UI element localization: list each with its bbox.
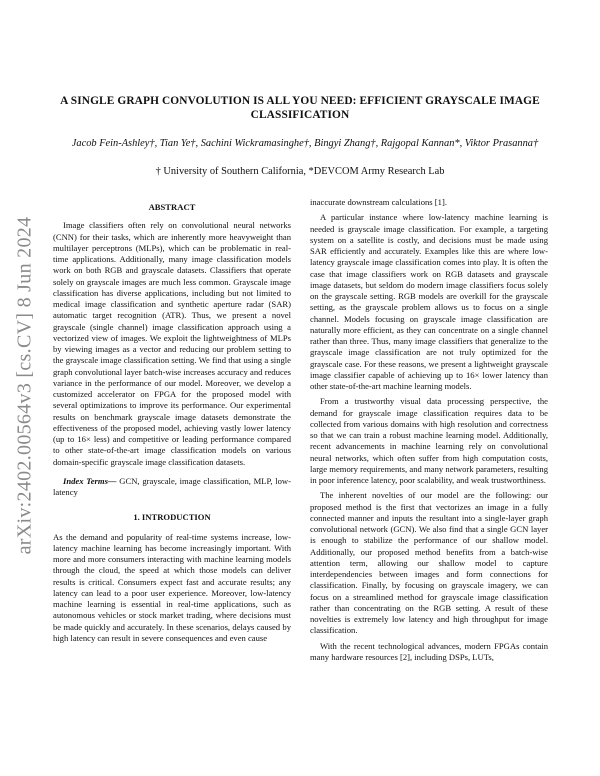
right-paragraph-3: The inherent novelties of our model are the following: our proposed method is the first that vectorizes an image in a fully connected manner and inputs the resultant into a single-layer graph convolutional network (GCN). We also find that a single GCN layer is enough to stabilize the performance of our shallow model. Additionally, our proposed method benefits from a batch-wise attention term, allowing our shallow model to capture interdependencies between images and form connections for classification. Finally, by focusing on grayscale imagery, we can focus on a streamlined method for grayscale image classification rather than concentrating on the RGB setting. A result of these novelties is extremely low latency and high throughput for image classification. [310,490,548,636]
right-paragraph-0: inaccurate downstream calculations [1]. [310,197,447,207]
introduction-heading: 1. INTRODUCTION [133,512,211,523]
right-column [310,197,548,663]
right-paragraph-2: From a trustworthy visual data processing perspective, the demand for grayscale image classification requires data to be collected from various domains with high resolution and correctness so that we can train a robust machine learning model. Additionally, recent advancements in machine learning rely on convolutional neural networks, which often suffer from high computation costs, large memory requirements, and many network parameters, resulting in poor inference latency, poor scalability, and weak trustworthiness. [310,396,548,485]
author-list: Jacob Fein-Ashley†, Tian Ye†, Sachini Wickramasinghe†, Bingyi Zhang†, Rajgopal Kannan*, Viktor Prasanna† [71,138,539,149]
abstract-heading: ABSTRACT [148,202,196,212]
paper-title: A SINGLE GRAPH CONVOLUTION IS ALL YOU NEED: EFFICIENT GRAYSCALE IMAGE CLASSIFICATION [60,95,540,121]
index-terms [53,476,291,499]
left-column [53,202,291,644]
right-paragraph-4: With the recent technological advances, modern FPGAs contain many hardware resources [2], including DSPs, LUTs, [310,640,548,662]
right-paragraph-1: A particular instance where low-latency machine learning is needed is grayscale image classification. For example, a targeting system on a satellite is costly, and decisions must be made using SAR efficiently and accurately. Examples like this are where low-latency grayscale image classification comes into play. It is often the case that image classifiers work on RGB datasets and grayscale image datasets, but seldom do modern image classifiers focus solely on the grayscale setting. RGB models are overkill for the grayscale setting, as the grayscale problem allows us to focus on a single channel. Models focusing on grayscale image classification are naturally more efficient, as they can concentrate on a single channel rather than three. Thus, many image classifiers that generalize to the grayscale image classification are not truly optimized for the grayscale case. For these reasons, we present a lightweight grayscale image classifier capable of achieving up to 16× lower latency than other state-of-the-art machine learning models. [310,212,548,391]
abstract-text: Image classifiers often rely on convolutional neural networks (CNN) for their tasks, which are inherently more heavyweight than multilayer perceptrons (MLPs), which can be problematic in real-time applications. Additionally, many image classification models work on both RGB and grayscale datasets. Classifiers that operate solely on grayscale images are much less common. Grayscale image classification has diverse applications, including but not limited to medical image classification and synthetic aperture radar (SAR) automatic target recognition (ATR). Thus, we present a novel grayscale (single channel) image classification approach using a vectorized view of images. We exploit the lightweightness of MLPs by viewing images as a vector and reducing our problem setting to the grayscale image classification setting. We find that using a single graph convolutional layer batch-wise increases accuracy and reduces variance in the performance of our model. Moreover, we develop a customized accelerator on FPGA for the proposed model with several optimizations to improve its performance. Our experimental results on benchmark grayscale image datasets demonstrate the effectiveness of the proposed model, achieving vastly lower latency (up to 16× less) and competitive or leading performance compared to other state-of-the-art image classification models on various domain-specific grayscale image classification datasets. [53,220,291,467]
index-terms-text: GCN, grayscale, image classification, MLP, low-latency [53,475,292,497]
arxiv-identifier: arXiv:2402.00564v3 [cs.CV] 8 Jun 2024 [13,216,36,554]
arxiv-sidebar [10,215,40,555]
index-terms-label: Index Terms— [63,475,117,486]
affiliation-line: † University of Southern California, *DEVCOM Army Research Lab [155,166,445,177]
intro-paragraph-1: As the demand and popularity of real-time systems increase, low-latency machine learning has become increasingly important. With more and more consumers interacting with machine learning models through the cloud, the speed at which those models can deliver results is critical. Consumers expect fast and accurate results; any latency can lead to a poor user experience. Moreover, low-latency machine learning is essential in real-time applications, such as autonomous vehicles or stock market trading, where decisions must be made quickly and accurately. In these scenarios, delays caused by high latency can result in severe consequences and even cause [53,531,291,643]
